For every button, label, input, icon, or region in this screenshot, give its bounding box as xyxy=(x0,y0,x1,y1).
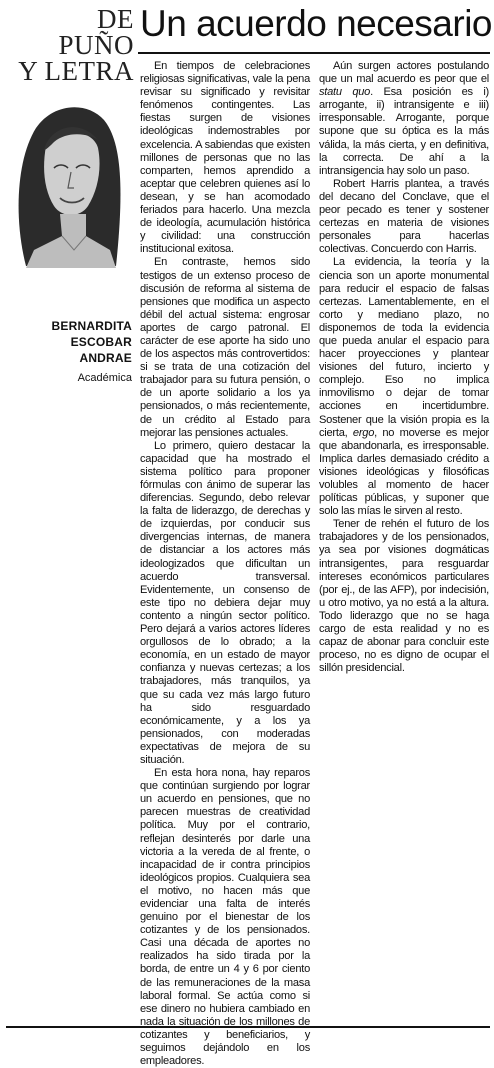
author-name-line: ESCOBAR xyxy=(70,335,132,349)
article-column-2 xyxy=(319,60,489,675)
kicker-line: Y LETRA xyxy=(18,56,134,86)
byline xyxy=(6,318,132,386)
top-rule xyxy=(138,52,490,54)
article-paragraph: En esta hora nona, hay reparos que continúan surgiendo por lograr un acuerdo en pensiones, que no parecen muestras de creatividad política. Muy por el contrario, reflejan desinterés por darle una victoria a la vereda de al frente, o incapacidad de ir contra principios ideológicos propios. Cualquiera sea el motivo, no hacen más que evidenciar una falta de interés genuino por el bienestar de los cotizantes y de los pensionados. Casi una década de aportes no realizados ha sido tirada por la borda, de entre un 4 y 6 por ciento de las remuneraciones de la masa laboral formal. Se actúa como si ese dinero no hubiera cambiado en nada la situación de los millones de cotizantes y beneficiarios, y seguimos dejándolo en los empleadores. xyxy=(140,767,310,1068)
author-name xyxy=(6,318,132,366)
author-name-line: ANDRAE xyxy=(79,351,132,365)
article-paragraph xyxy=(319,60,489,178)
article-column-1 xyxy=(140,60,310,1068)
article-paragraph: Tener de rehén el futuro de los trabajadores y de los pensionados, ya sea por visiones dogmáticas intransigentes, para resguardar intereses económicos particulares (por ej., de las AFP), por indecisión, u otro motivo, ya no está a la altura. Todo liderazgo que no se haga cargo de esta realidad y no es capaz de abonar para concluir este proceso, no es digno de ocupar el sillón presidencial. xyxy=(319,518,489,675)
kicker-line: PUÑO xyxy=(58,30,134,60)
article-paragraph xyxy=(319,256,489,518)
author-portrait xyxy=(6,90,132,268)
paragraph-text: . Esa posición es i) arrogante, ii) intransigente e iii) irresponsable. Arrogante, porque supone que su óptica es la más válida, la más cierta, y en definitiva, la correcta. De ahí a la intransigencia hay solo un paso. xyxy=(319,86,489,177)
author-role: Académica xyxy=(77,372,132,384)
paragraph-italic: statu quo xyxy=(319,86,371,99)
paragraph-text: , no moverse es mejor que abandonarla, es irresponsable. Implica darles demasiado crédito a visiones ideológicas y filosóficas volubles al momento de hacer políticas públicas, y suponer que solo las mías le sirven al resto. xyxy=(319,426,489,518)
article-paragraph: En tiempos de celebraciones religiosas significativas, vale la pena revisar su significado y revisitar fenómenos contingentes. Las fiestas surgen de visiones ideológicas indemostrables por excelencia. A sabiendas que existen millones de personas que no las comparten, hemos aprendido a aceptar que celebren quienes así lo desean, y se han acomodado feriados para hacerlo. Una mezcla de ideología, acumulación histórica y civilidad: una construcción institucional exitosa. xyxy=(140,60,310,256)
paragraph-text: La evidencia, la teoría y la ciencia son un aporte monumental para reducir el espacio de falsas certezas. Lamentablemente, en el corto y mediano plazo, no disponemos de toda la evidencia que pueda anular el espacio para hacer proyecciones y plantear visiones del futuro, incierto y complejo. Eso no implica inmovilismo o dejar de tomar acciones en incertidumbre. Sostener que la visión propia es la cierta, xyxy=(319,256,489,439)
paragraph-italic: ergo xyxy=(352,426,375,439)
article-paragraph: En contraste, hemos sido testigos de un extenso proceso de discusión de reforma al sistema de pensiones que modifica un aspecto débil del actual sistema: engrosar aportes de cargo patronal. El carácter de ese aporte ha sido uno de los aspectos más controvertidos: si se trata de una cotización del trabajador para su futura pensión, o de un aporte solidario a los ya pensionados, o más recientemente, de un crédito al Estado para mejorar las pensiones actuales. xyxy=(140,256,310,439)
headline: Un acuerdo necesario xyxy=(140,3,492,44)
kicker-line: DE xyxy=(97,4,134,34)
bottom-rule xyxy=(6,1026,490,1028)
article-paragraph: Robert Harris plantea, a través del decano del Conclave, que el peor pecado es tener y sostener certezas en materia de visiones personales para hacerlas colectivas. Concuerdo con Harris. xyxy=(319,177,489,256)
article-paragraph: Lo primero, quiero destacar la capacidad que ha mostrado el sistema político para proponer fórmulas con ánimo de superar las diferencias. Segundo, debo relevar la falta de liderazgo, de derechas y de izquierdas, por conducir sus divergencias internas, de manera de distanciar a los actores más ideologizados que dificultan un acuerdo transversal. Evidentemente, un consenso de este tipo no debiera dejar muy contento a ningún sector político. Pero dejará a varios actores líderes orgullosos de lo obrado; a la economía, en un estado de mayor confianza y nuevas certezas; a los trabajadores, más tranquilos, ya que su cada vez más largo futuro ha sido resguardado económicamente, y a los ya pensionados, con moderadas expectativas de mejora de su situación. xyxy=(140,439,310,766)
section-kicker xyxy=(6,6,134,84)
paragraph-text: Aún surgen actores postulando que un mal acuerdo es peor que el xyxy=(319,60,489,86)
author-name-line: BERNARDITA xyxy=(51,319,132,333)
